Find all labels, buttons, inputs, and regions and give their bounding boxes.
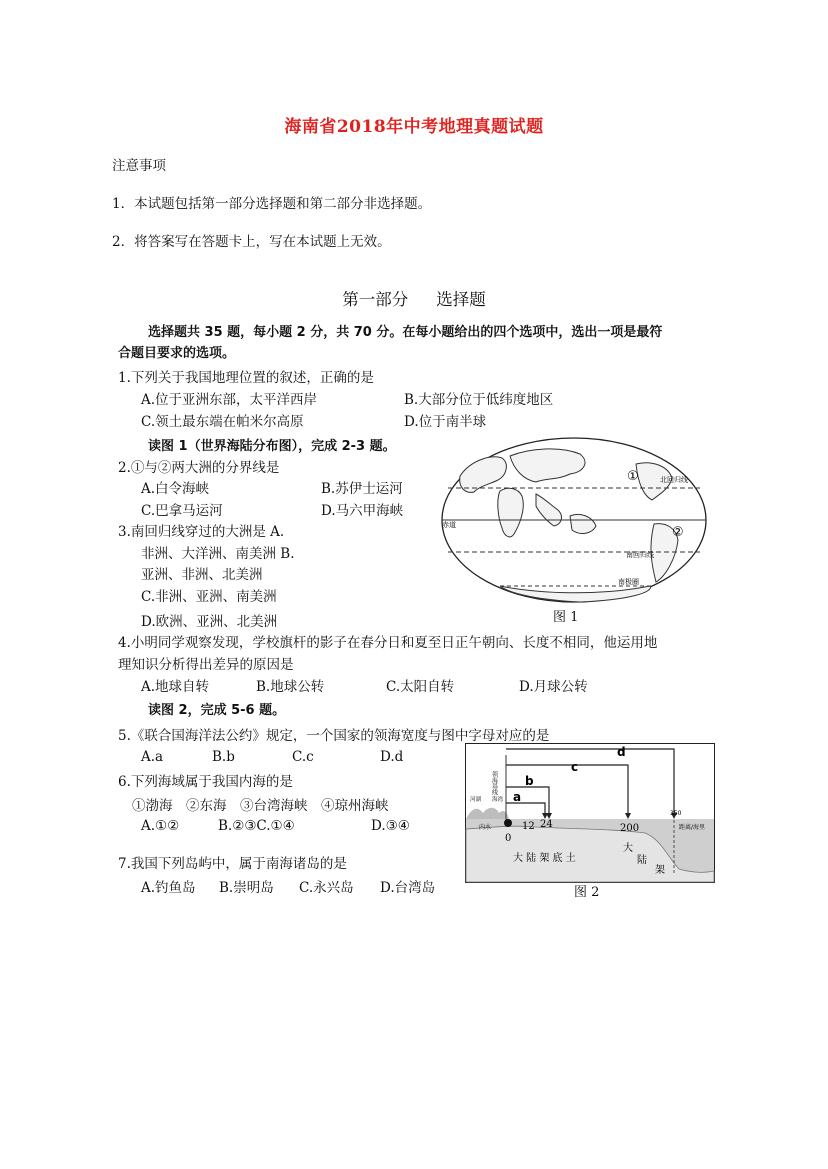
page-title: 海南省2018年中考地理真题试题 [284,117,544,137]
figure2-caption: 图 2 [574,885,600,900]
fig2-letter-c: c [571,760,579,774]
q5-option-b: B.b [212,749,235,765]
q3-stem: 3.南回归线穿过的大洲是 A. [118,524,285,540]
q4-option-b: B.地球公转 [256,679,325,695]
fig2-shelf-char-1: 大 [623,843,633,854]
read-figure1: 读图 1（世界海陆分布图），完成 2-3 题。 [148,439,396,454]
q2-stem: 2.①与②两大洲的分界线是 [118,460,280,476]
part1-heading [0,286,828,310]
q1-option-d: D.位于南半球 [404,414,487,430]
q5-option-c: C.c [292,749,314,765]
fig2-depth-350: 350 [670,810,682,817]
fig2-letter-a: a [513,790,522,804]
fig2-distance-label: 距离/海里 [679,824,706,831]
q1-stem: 1.下列关于我国地理位置的叙述，正确的是 [118,370,374,386]
fig1-south-tropic: 南回归线 [626,551,654,559]
fig1-label-2: ② [672,525,684,540]
fig2-shelf-char-2: 陆 [637,855,647,866]
part1-intro-line2: 合题目要求的选项。 [118,346,236,361]
fig2-letter-d: d [617,745,626,759]
read-figure2: 读图 2，完成 5-6 题。 [148,703,286,718]
q3-option-d: D.欧洲、亚洲、北美洲 [141,614,278,630]
fig2-tick-200: 200 [620,823,640,834]
q2-option-b: B.苏伊士运河 [321,481,403,497]
q4-option-d: D.月球公转 [519,679,588,695]
q7-option-a: A.钓鱼岛 [141,880,196,896]
q1-option-c: C.领土最东端在帕米尔高原 [141,414,304,430]
fig1-label-1: ① [627,469,639,484]
fig2-tick-0: 0 [505,833,512,844]
figure1-caption: 图 1 [553,610,579,625]
q6-options-list: ①渤海 ②东海 ③台湾海峡 ④琼州海峡 [132,798,389,814]
q6-stem: 6.下列海域属于我国内海的是 [118,774,293,790]
q5-option-d: D.d [380,749,404,765]
q6-option-bc: B.②③C.①④ [218,818,295,834]
q6-option-d: D.③④ [371,818,410,834]
fig1-antarctic-circle: 南极圈 [618,578,639,586]
q4-line1: 4.小明同学观察发现，学校旗杆的影子在春分日和夏至日正午朝向、长度不相同，他运用地 [118,635,658,651]
q3-line2: 非洲、大洋洲、南美洲 B. [141,546,295,562]
fig2-tick-12: 12 [522,821,535,832]
fig2-tick-24: 24 [540,819,553,830]
q7-option-b: B.崇明岛 [219,880,274,896]
fig2-bay-label: 海湾 [492,797,504,803]
fig1-north-tropic: 北回归线 [660,476,688,484]
notice-heading: 注意事项 [112,158,166,174]
fig2-letter-b: b [525,774,534,788]
part1-subtitle: 选择题 [436,290,486,309]
notice-item-1: 1．本试题包括第一部分选择题和第二部分非选择题。 [112,196,432,212]
fig2-inner-water-label: 内水 [479,824,492,831]
q7-option-c: C.永兴岛 [299,880,354,896]
q4-option-a: A.地球自转 [141,679,210,695]
q4-line2: 理知识分析得出差异的原因是 [118,657,294,673]
q6-option-a: A.①② [141,818,180,834]
fig2-lake-label: 河湖 [470,797,482,803]
q2-option-d: D.马六甲海峡 [321,503,404,519]
fig2-baseline-label: 领海基线 [490,771,498,795]
q5-stem: 5.《联合国海洋法公约》规定，一个国家的领海宽度与图中字母对应的是 [118,728,550,744]
notice-item-2: 2．将答案写在答题卡上，写在本试题上无效。 [112,234,391,250]
q7-option-d: D.台湾岛 [380,880,436,896]
part1-title: 第一部分 [342,290,409,309]
fig2-shelf-floor-label: 大 陆 架 底 土 [513,853,576,864]
q3-option-c: C.非洲、亚洲、南美洲 [141,589,277,605]
q7-stem: 7.我国下列岛屿中，属于南海诸岛的是 [118,856,347,872]
world-map-figure [440,436,708,608]
q4-option-c: C.太阳自转 [386,679,455,695]
fig2-shelf-char-3: 架 [655,865,665,876]
q2-option-a: A.白令海峡 [141,481,210,497]
q5-option-a: A.a [141,749,164,765]
q3-line3: 亚洲、非洲、北美洲 [141,567,263,583]
q1-option-a: A.位于亚洲东部，太平洋西岸 [141,392,318,408]
territorial-sea-figure [465,743,715,883]
part1-intro-line1: 选择题共 35 题，每小题 2 分，共 70 分。在每小题给出的四个选项中，选出一项是最符 [148,325,663,340]
q1-option-b: B.大部分位于低纬度地区 [404,392,554,408]
q2-option-c: C.巴拿马运河 [141,503,223,519]
fig1-equator: 赤道 [442,521,456,529]
